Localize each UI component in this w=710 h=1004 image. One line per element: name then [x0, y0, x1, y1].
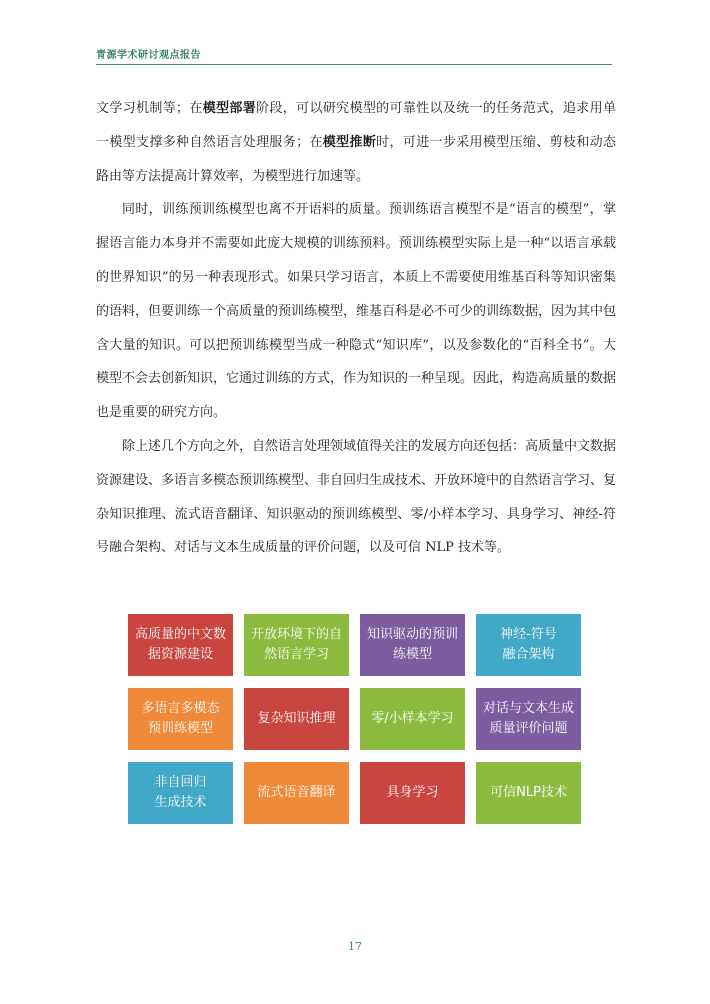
tile-chinese-data-resources	[128, 614, 233, 676]
paragraph-1	[96, 92, 616, 193]
tile-trustworthy-nlp	[476, 762, 581, 824]
tile-non-autoregressive	[128, 762, 233, 824]
tile-label: 零/小样本学习	[371, 711, 454, 726]
tile-complex-reasoning	[244, 688, 349, 750]
tile-label: 具身学习	[386, 785, 439, 800]
tile-label: 神经-符号 融合架构	[500, 627, 557, 662]
paragraph-1-part2: 阶段，可以研究模型的可靠性以及统一的任务范式，追求用单一模型支撑多种自然语言处理服务；在	[96, 101, 616, 150]
tile-label: 非自回归 生成技术	[154, 775, 207, 810]
report-header-title: 青源学术研讨观点报告	[96, 50, 201, 61]
body-text	[96, 92, 616, 565]
paragraph-1-part1: 文学习机制等；在	[96, 101, 203, 116]
paragraph-3: 除上述几个方向之外，自然语言处理领域值得关注的发展方向还包括：高质量中文数据资源建设、多语言多模态预训练模型、非自回归生成技术、开放环境中的自然语言学习、复杂知识推理、流式语音翻译、知识驱动的预训练模型、零/小样本学习、具身学习、神经-符号融合架构、对话与文本生成质量的评价问题，以及可信 NLP 技术等。	[96, 438, 617, 556]
header-divider	[96, 64, 612, 65]
tile-knowledge-driven-pretraining	[360, 614, 465, 676]
tile-label: 高质量的中文数 据资源建设	[134, 627, 226, 662]
tile-label: 开放环境下的自 然语言学习	[250, 627, 342, 662]
tile-label: 流式语音翻译	[257, 785, 336, 800]
paragraph-2: 同时，训练预训练模型也离不开语料的质量。预训练语言模型不是“语言的模型”，掌握语言能力本身并不需要如此庞大规模的训练预料。预训练模型实际上是一种“以语言承载的世界知识”的另一种表现形式。如果只学习语言，本质上不需要使用维基百科等知识密集的语料，但要训练一个高质量的预训练模型，维基百科是必不可少的训练数据，因为其中包含大量的知识。可以把预训练模型当成一种隐式“知识库”，以及参数化的“百科全书”。大模型不会去创新知识，它通过训练的方式，作为知识的一种呈现。因此，构造高质量的数据也是重要的研究方向。	[96, 202, 617, 421]
bold-model-inference: 模型推断	[322, 134, 377, 150]
research-directions-grid	[128, 614, 580, 824]
page-number: 17	[348, 940, 362, 953]
paragraph-1-part3: 时，可进一步采用模型压缩、剪枝和动态路由等方法提高计算效率，为模型进行加速等。	[96, 134, 616, 184]
tile-open-environment-learning	[244, 614, 349, 676]
tile-streaming-translation	[244, 762, 349, 824]
tile-neuro-symbolic	[476, 614, 581, 676]
tile-dialog-evaluation	[476, 688, 581, 750]
tile-few-shot-learning	[360, 688, 465, 750]
bold-model-deployment: 模型部署	[202, 101, 257, 116]
tile-label: 多语言多模态 预训练模型	[141, 701, 220, 736]
tile-label: 对话与文本生成 质量评价问题	[482, 701, 574, 736]
tile-label: 可信NLP技术	[490, 785, 567, 800]
tile-multilingual-multimodal	[128, 688, 233, 750]
tile-label: 知识驱动的预训 练模型	[366, 627, 458, 662]
tile-embodied-learning	[360, 762, 465, 824]
tile-label: 复杂知识推理	[257, 711, 336, 726]
